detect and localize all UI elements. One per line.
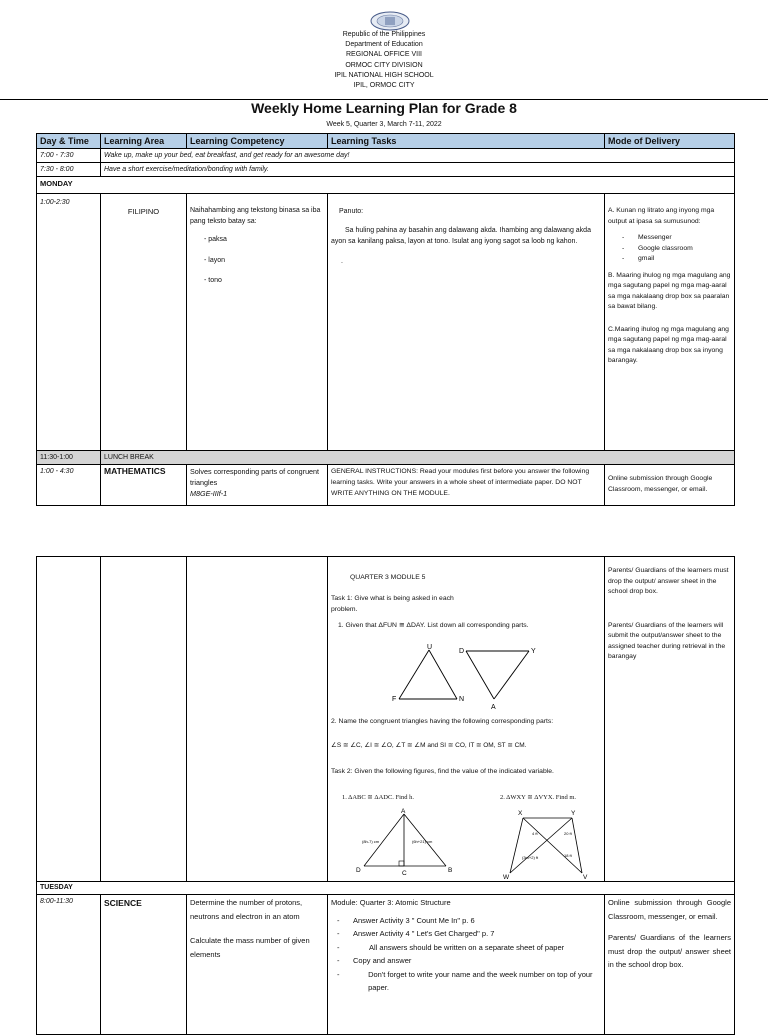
- task-text: Task 1: Give what is being asked in each problem.: [331, 595, 454, 613]
- task-text: 2. Name the congruent triangles having the following corresponding parts:: [331, 718, 554, 725]
- triangle-figure-1: [391, 641, 541, 711]
- table-row: [37, 557, 735, 882]
- table-row: [37, 177, 735, 194]
- vertex-label: N: [459, 696, 465, 703]
- delivery-text: A. Kunan ng litrato ang inyong mga output at ipasa sa sumusunod:: [608, 207, 715, 225]
- competency-code: M8GE-IIIf-1: [190, 489, 228, 498]
- competency-text: Determine the number of protons, neutrons and electron in an atom: [190, 898, 303, 921]
- page-title: Weekly Home Learning Plan for Grade 8: [251, 100, 517, 116]
- task-heading: Module: Quarter 3: Atomic Structure: [331, 898, 451, 907]
- task-item: [337, 914, 601, 928]
- task-item-label: Answer Activity 4 " Let's Get Charged" p. 7: [353, 929, 495, 938]
- vertex-label: C: [402, 870, 407, 877]
- time-cell: 7:00 - 7:30: [37, 149, 101, 163]
- task-text: 1. Given that ΔFUN ≅ ΔDAY. List down all corresponding parts.: [338, 622, 529, 629]
- side-label: 4 ft: [532, 831, 538, 836]
- side-label: 18 ft: [564, 853, 572, 858]
- header-line: IPIL NATIONAL HIGH SCHOOL: [334, 71, 434, 79]
- task-cell: [328, 557, 605, 882]
- vertex-label: Y: [571, 810, 576, 817]
- delivery-text: Parents/ Guardians of the learners must drop the output/ answer sheet in the school drop box.: [608, 933, 731, 969]
- side-label: (6h+21) cm: [412, 839, 433, 844]
- task-cell: [328, 895, 605, 1035]
- vertex-label: F: [392, 696, 397, 703]
- learning-area: [101, 557, 187, 882]
- column-header: Learning Tasks: [328, 134, 605, 149]
- area-label: SCIENCE: [104, 898, 142, 908]
- task-cell: [328, 194, 605, 451]
- area-label: MATHEMATICS: [104, 466, 166, 476]
- table-row: [37, 451, 735, 465]
- delivery-item-label: gmail: [638, 255, 655, 262]
- task-item-label: - All answers should be written on a separate sheet of paper: [369, 942, 565, 952]
- delivery-text: Online submission through Google Classroom, messenger, or email.: [608, 898, 731, 921]
- time-cell: 8:00-11:30: [37, 895, 101, 1035]
- learning-plan-table-continued: [36, 556, 735, 1035]
- task-text: Sa huling pahina ay basahin ang dalawang akda. Ihambing ang dalawang akda ayon sa kanilang paksa, layon at tono. Isulat ang iyong sagot sa loob ng kahon.: [331, 226, 591, 245]
- delivery-item-label: Google classroom: [638, 244, 693, 252]
- activity-cell: LUNCH BREAK: [101, 451, 735, 465]
- side-label: (3m+2) ft: [522, 855, 539, 860]
- vertex-label: A: [401, 808, 406, 815]
- competency-item: - layon: [204, 256, 226, 264]
- column-header: Day & Time: [37, 134, 101, 149]
- competency-cell: [187, 895, 328, 1035]
- time-cell: 1:00 - 4:30: [37, 465, 101, 506]
- competency-cell: [187, 465, 328, 506]
- header-line: Department of Education: [345, 41, 423, 49]
- time-cell: 7:30 - 8:00: [37, 163, 101, 177]
- table-row: [37, 882, 735, 895]
- module-title: QUARTER 3 MODULE 5: [350, 574, 426, 581]
- competency-item: - tono: [204, 277, 222, 284]
- vertex-label: D: [459, 648, 465, 655]
- task-item-label: Copy and answer: [353, 956, 412, 965]
- task-item: [337, 927, 601, 941]
- competency-text: Calculate the mass number of given elements: [190, 936, 310, 959]
- table-header-row: [37, 134, 735, 149]
- delivery-item: [622, 233, 731, 244]
- delivery-cell: [605, 895, 735, 1035]
- side-label: (8h-7) cm: [362, 839, 380, 844]
- competency-cell: [187, 194, 328, 451]
- task-list: [331, 914, 601, 995]
- delivery-cell: Online submission through Google Classroom, messenger, or email.: [605, 465, 735, 506]
- delivery-item-label: Messenger: [638, 234, 672, 241]
- delivery-text: Parents/ Guardians of the learners must drop the output/ answer sheet in the school drop box.: [608, 567, 729, 595]
- table-row: [37, 465, 735, 506]
- task-cell: GENERAL INSTRUCTIONS: Read your modules first before you answer the following learning tasks. Write your answers in a whole sheet of intermediate paper. DO NOT WRITE ANYTHING ON THE MODULE.: [328, 465, 605, 506]
- delivery-cell: [605, 557, 735, 882]
- header-line: Republic of the Philippines: [342, 31, 426, 38]
- header-line: ORMOC CITY DIVISION: [345, 61, 423, 69]
- delivery-text: B. Maaring ihulog ng mga magulang ang mga sagutang papel ng mga mag-aaral sa mga nakalaang drop box sa paaralan sa bawat bilang.: [608, 271, 731, 310]
- deped-seal-icon: [370, 11, 410, 31]
- page-subtitle: Week 5, Quarter 3, March 7-11, 2022: [326, 121, 442, 128]
- learning-area: [101, 465, 187, 506]
- side-label: 20 ft: [564, 831, 572, 836]
- triangle-figure-2: [338, 805, 600, 881]
- competency-item: - paksa: [204, 236, 227, 243]
- delivery-item: [622, 254, 731, 265]
- learning-area: [101, 194, 187, 451]
- time-cell: 1:00-2:30: [37, 194, 101, 451]
- task-text: ∠S ≅ ∠C, ∠I ≅ ∠O, ∠T ≅ ∠M and SI ≅ CO, IT ≅ OM, ST ≅ CM.: [331, 742, 527, 749]
- time-cell: [37, 557, 101, 882]
- task-item: [337, 954, 601, 968]
- time-cell: 11:30-1:00: [37, 451, 101, 465]
- area-label: FILIPINO: [127, 207, 160, 216]
- task-item: [337, 941, 601, 955]
- vertex-label: Y: [531, 648, 536, 655]
- task-item-label: - Don't forget to write your name and the week number on top of your paper.: [368, 969, 593, 992]
- delivery-list: [614, 233, 731, 265]
- learning-area: [101, 895, 187, 1035]
- activity-cell: Wake up, make up your bed, eat breakfast, and get ready for an awesome day!: [101, 149, 735, 163]
- header-line: REGIONAL OFFICE VIII: [346, 51, 422, 59]
- figure-caption: 1. ΔABC ≅ ΔADC. Find h.: [342, 794, 414, 801]
- competency-text: Solves corresponding parts of congruent triangles: [190, 467, 320, 487]
- delivery-text: C.Maaring ihulog ng mga magulang ang mga sagutang papel ng mga mag-aaral sa mga nakalaang drop box sa inyong barangay.: [608, 325, 729, 364]
- vertex-label: X: [518, 810, 523, 817]
- header-line: IPIL, ORMOC CITY: [353, 82, 415, 90]
- vertex-label: D: [356, 867, 361, 874]
- day-label: MONDAY: [37, 177, 735, 194]
- figure-caption: 2. ΔWXY ≅ ΔVYX. Find m.: [500, 794, 577, 801]
- vertex-label: W: [503, 874, 510, 881]
- delivery-item: [622, 244, 731, 255]
- delivery-text: Parents/ Guardians of the learners will submit the output/answer sheet to the assigned teacher during retrieval in the barangay: [608, 621, 726, 660]
- school-header: [0, 30, 768, 91]
- column-header: Learning Area: [101, 134, 187, 149]
- day-label: TUESDAY: [37, 882, 735, 895]
- column-header: Mode of Delivery: [605, 134, 735, 149]
- task-item: [337, 968, 601, 995]
- vertex-label: U: [427, 644, 433, 651]
- activity-cell: Have a short exercise/meditation/bonding with family.: [101, 163, 735, 177]
- vertex-label: V: [583, 874, 588, 881]
- task-text: Task 2: Given the following figures, find the value of the indicated variable.: [331, 768, 554, 775]
- delivery-cell: [605, 194, 735, 451]
- learning-plan-table: [36, 133, 735, 506]
- table-row: [37, 194, 735, 451]
- table-row: [37, 163, 735, 177]
- task-dot: .: [341, 257, 343, 265]
- vertex-label: B: [448, 867, 453, 874]
- competency-text: Naihahambing ang tekstong binasa sa iba pang teksto batay sa:: [190, 207, 321, 225]
- task-heading: Panuto:: [339, 208, 364, 215]
- table-row: [37, 149, 735, 163]
- column-header: Learning Competency: [187, 134, 328, 149]
- competency-cell: [187, 557, 328, 882]
- task-item-label: Answer Activity 3 " Count Me In" p. 6: [353, 915, 475, 925]
- vertex-label: A: [491, 704, 496, 711]
- table-row: [37, 895, 735, 1035]
